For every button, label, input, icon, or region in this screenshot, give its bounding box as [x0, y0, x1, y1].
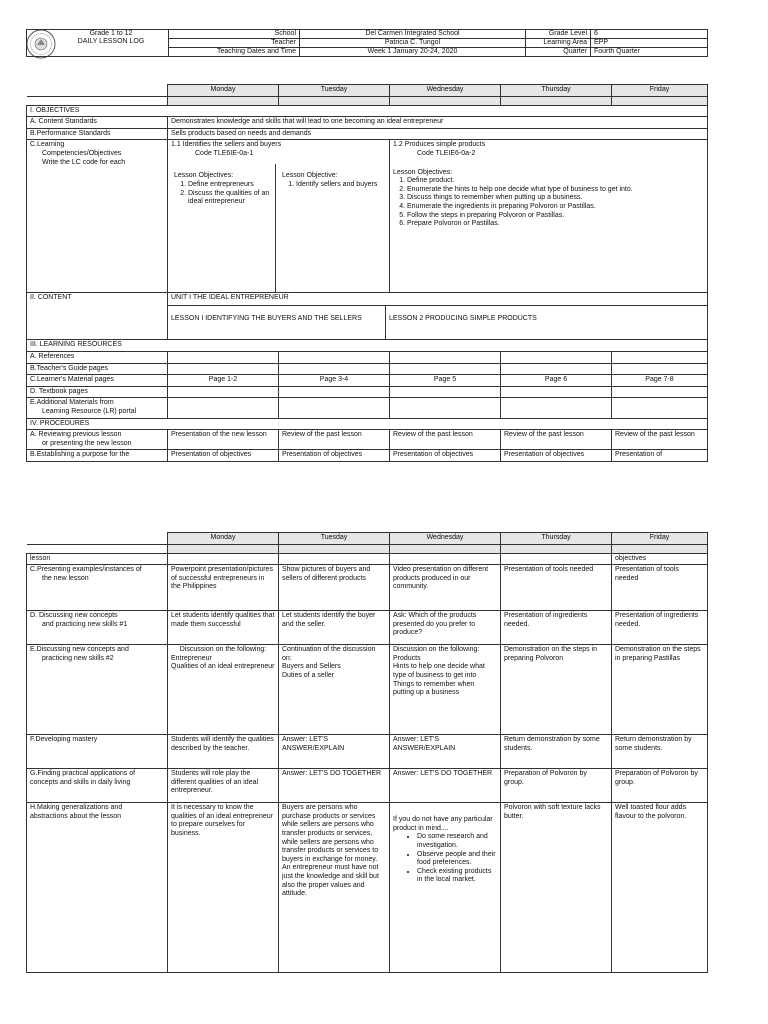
additional-materials-line: E.Additional Materials from	[30, 399, 114, 407]
mastery-monday: Students will identify the qualities described by the teacher.	[168, 735, 279, 769]
generalizations-wednesday-item: • Do some research and investigation.	[417, 833, 497, 850]
discussing-2-tuesday-line: Buyers and Sellers	[282, 663, 341, 671]
content-standards-value: Demonstrates knowledge and skills that will lead to one becoming an ideal entrepreneur	[168, 117, 708, 129]
purpose-wednesday: Presentation of objectives	[390, 450, 501, 462]
discussing-2-tuesday-line: Continuation of the discussion on:	[282, 646, 376, 662]
applications-thursday: Preparation of Polvoron by group.	[501, 769, 612, 803]
generalizations-thursday: Polvoron with soft texture lacks butter.	[501, 803, 612, 973]
review-tuesday: Review of the past lesson	[279, 430, 390, 450]
discussing-2-wednesday-line: Things to remember when putting up a business	[393, 680, 475, 697]
wednesday-objective-item: 4. Enumerate the ingredients in preparing Polvoron or Pastillas.	[407, 203, 704, 212]
lc-label-line: Competencies/Objectives	[42, 149, 122, 157]
learners-material-label: C.Learner's Material pages	[27, 375, 168, 387]
discussing-2-wednesday	[390, 645, 501, 735]
additional-materials-line: Learning Resource (LR) portal	[42, 407, 137, 415]
lm-pages-thursday: Page 6	[501, 375, 612, 387]
day-header-friday: Friday	[612, 533, 708, 545]
wednesday-objective-item: 6. Prepare Polvoron or Pastillas.	[407, 220, 704, 229]
applications-monday: Students will role play the different qualities of an ideal entrepreneur.	[168, 769, 279, 803]
discussing-2-wednesday-line: Hints to help one decide what type of business to get into	[393, 663, 485, 679]
purpose-label: B.Establishing a purpose for the	[27, 450, 168, 462]
discussing-1-monday: Let students identify qualities that made them successful	[168, 611, 279, 645]
performance-standards-value: Sells products based on needs and demands	[168, 128, 708, 140]
tuesday-objectives-heading: Lesson Objective:	[282, 172, 338, 180]
day-header-wednesday: Wednesday	[390, 533, 501, 545]
monday-objective-item: 2. Discuss the qualities of an ideal entrepreneur	[188, 190, 272, 207]
learning-resources-heading: III. LEARNING RESOURCES	[27, 340, 708, 352]
day-header-thursday: Thursday	[501, 533, 612, 545]
area-value: EPP	[591, 39, 708, 48]
grade-label: Grade Level	[526, 30, 591, 39]
generalizations-tuesday-line: An entrepreneur must have not just the knowledge and skill but also the proper values and attitude.	[282, 864, 379, 898]
presenting-examples-line: C.Presenting examples/instances of	[30, 566, 142, 574]
examples-wednesday: Video presentation on different products produced in our community.	[390, 565, 501, 611]
wednesday-objective-item: 3. Discuss things to remember when putting up a business.	[407, 194, 704, 203]
generalizations-wednesday-item: • Check existing products in the local market.	[417, 868, 497, 885]
discussing-1-tuesday: Let students identify the buyer and the seller.	[279, 611, 390, 645]
developing-mastery-label: F.Developing mastery	[27, 735, 168, 769]
lm-pages-monday: Page 1-2	[168, 375, 279, 387]
lc-label-line: Write the LC code for each	[42, 158, 126, 166]
lm-pages-tuesday: Page 3-4	[279, 375, 390, 387]
purpose-monday: Presentation of objectives	[168, 450, 279, 462]
day-header-tuesday: Tuesday	[279, 533, 390, 545]
discussing-2-wednesday-line: Discussion on the following:	[393, 646, 480, 654]
lm-pages-friday: Page 7-8	[612, 375, 708, 387]
generalizations-line: abstractions about the lesson	[30, 812, 122, 820]
mastery-friday: Return demonstration by some students.	[612, 735, 708, 769]
discussing-1-friday: Presentation of ingredients needed.	[612, 611, 708, 645]
wednesday-objective-item: 1. Define product.	[407, 177, 704, 186]
discussing-2-line: E.Discussing new concepts and	[30, 646, 129, 654]
mastery-tuesday: Answer: LET'S ANSWER/EXPLAIN	[279, 735, 390, 769]
lesson-1-title: LESSON I IDENTIFYING THE BUYERS AND THE SELLERS	[168, 306, 386, 339]
practical-applications-line: G.Finding practical applications of	[30, 770, 136, 778]
competency-1-cell	[168, 140, 390, 293]
wednesday-objectives-heading: Lesson Objectives:	[393, 168, 453, 176]
school-value: Del Carmen Integrated School	[300, 30, 526, 39]
review-thursday: Review of the past lesson	[501, 430, 612, 450]
discussing-2-tuesday-line: Duties of a seller	[282, 671, 335, 679]
lc-label-line: C.Learning	[30, 141, 65, 149]
purpose-friday: Presentation of	[612, 450, 708, 462]
lm-pages-wednesday: Page 5	[390, 375, 501, 387]
presenting-examples-line: the new lesson	[42, 574, 89, 582]
presenting-examples-label	[27, 565, 168, 611]
practical-applications-label	[27, 769, 168, 803]
wednesday-objective-item: 2. Enumerate the hints to help one decide what type of business to get into.	[407, 186, 704, 195]
purpose-label-continued: lesson	[27, 553, 168, 565]
discussing-1-wednesday: Ask: Which of the products presented do you prefer to produce?	[390, 611, 501, 645]
learning-competencies-label	[27, 140, 168, 293]
review-friday: Review of the past lesson	[612, 430, 708, 450]
discussing-2-monday	[168, 645, 279, 735]
reviewing-label	[27, 430, 168, 450]
purpose-tuesday: Presentation of objectives	[279, 450, 390, 462]
discussing-1-label	[27, 611, 168, 645]
generalizations-label	[27, 803, 168, 973]
wednesday-objectives-list	[393, 177, 704, 229]
dates-label: Teaching Dates and Time	[169, 48, 300, 57]
school-label: School	[169, 30, 300, 39]
textbook-pages-label: D. Textbook pages	[27, 386, 168, 398]
area-label: Learning Area	[526, 39, 591, 48]
applications-wednesday: Answer: LET'S DO TOGETHER	[390, 769, 501, 803]
lesson-table-2	[26, 532, 708, 973]
quarter-label: Quarter	[526, 48, 591, 57]
additional-materials-label	[27, 398, 168, 418]
monday-objectives	[168, 164, 276, 292]
review-wednesday: Review of the past lesson	[390, 430, 501, 450]
mastery-wednesday: Answer: LET'S ANSWER/EXPLAIN	[390, 735, 501, 769]
generalizations-wednesday-intro: If you do not have any particular product in mind....	[393, 816, 493, 832]
lesson-2-title: LESSON 2 PRODUCING SIMPLE PRODUCTS	[389, 315, 537, 323]
discussing-1-line: and practicing new skills #1	[42, 620, 128, 628]
day-header-wednesday: Wednesday	[390, 85, 501, 97]
day-header-thursday: Thursday	[501, 85, 612, 97]
applications-tuesday: Answer: LET'S DO TOGETHER	[279, 769, 390, 803]
discussing-2-thursday: Demonstration on the steps in preparing Polvoron	[501, 645, 612, 735]
reviewing-label-line: A. Reviewing previous lesson	[30, 431, 122, 439]
discussing-2-monday-line: Discussion on the following:	[179, 646, 267, 654]
wednesday-objective-item: 5. Follow the steps in preparing Polvoron or Pastillas.	[407, 212, 704, 221]
references-label: A. References	[27, 351, 168, 363]
discussing-2-monday-line: Qualities of an ideal entrepreneur	[171, 663, 275, 671]
grade-value: 6	[591, 30, 708, 39]
procedures-heading: IV. PROCEDURES	[27, 418, 708, 430]
lesson-table-1	[26, 84, 708, 462]
day-header-monday: Monday	[168, 533, 279, 545]
competency-2-cell	[390, 140, 708, 293]
day-header-monday: Monday	[168, 85, 279, 97]
examples-friday: Presentation of tools needed	[612, 565, 708, 611]
generalizations-wednesday	[390, 803, 501, 973]
objectives-heading: I. OBJECTIVES	[27, 105, 708, 117]
discussing-2-wednesday-line: Products	[393, 654, 421, 662]
monday-objectives-heading: Lesson Objectives:	[174, 172, 234, 180]
mastery-thursday: Return demonstration by some students.	[501, 735, 612, 769]
monday-objective-item: 1. Define entrepreneurs	[188, 181, 272, 190]
discussing-2-friday: Demonstration on the steps in preparing Pastillas	[612, 645, 708, 735]
practical-applications-line: concepts and skills in daily living	[30, 778, 131, 786]
quarter-value: Fourth Quarter	[591, 48, 708, 57]
title-line-2: DAILY LESSON LOG	[77, 38, 145, 45]
discussing-1-line: D. Discussing new concepts	[30, 612, 118, 620]
teacher-value: Patricia C. Tungol	[300, 39, 526, 48]
dates-value: Week 1 January 20-24, 2020	[300, 48, 526, 57]
tuesday-objectives	[276, 164, 389, 292]
competency-2-code: Code TLEIE6-0a-2	[417, 149, 476, 157]
generalizations-monday: It is necessary to know the qualities of an ideal entrepreneur to prepare ourselves for business.	[168, 803, 279, 973]
title-line-1: Grade 1 to 12	[89, 30, 133, 37]
teacher-label: Teacher	[169, 39, 300, 48]
unit-title: UNIT I THE IDEAL ENTREPRENEUR	[168, 293, 707, 306]
applications-friday: Preparation of Polvoron by group.	[612, 769, 708, 803]
teachers-guide-label: B.Teacher's Guide pages	[27, 363, 168, 375]
competency-1-title: 1.1 Identifies the sellers and buyers	[171, 141, 282, 149]
reviewing-label-line: or presenting the new lesson	[42, 439, 132, 447]
competency-2-title: 1.2 Produces simple products	[393, 141, 486, 149]
generalizations-friday: Well toasted flour adds flavour to the polvoron.	[612, 803, 708, 973]
discussing-2-label	[27, 645, 168, 735]
competency-1-code: Code TLE6IE-0a-1	[195, 149, 254, 157]
examples-tuesday: Show pictures of buyers and sellers of different products	[279, 565, 390, 611]
performance-standards-label: B.Performance Standards	[27, 128, 168, 140]
content-cell	[168, 293, 708, 340]
review-monday: Presentation of the new lesson	[168, 430, 279, 450]
purpose-thursday: Presentation of objectives	[501, 450, 612, 462]
day-header-tuesday: Tuesday	[279, 85, 390, 97]
generalizations-tuesday	[279, 803, 390, 973]
examples-monday: Powerpoint presentation/pictures of successful entrepreneurs in the Philippines	[168, 565, 279, 611]
discussing-1-thursday: Presentation of ingredients needed.	[501, 611, 612, 645]
log-title	[27, 30, 169, 57]
examples-thursday: Presentation of tools needed	[501, 565, 612, 611]
purpose-friday-continued: objectives	[612, 553, 708, 565]
header-table	[26, 29, 708, 57]
tuesday-objective-item: 1. Identify sellers and buyers	[296, 181, 386, 190]
discussing-2-monday-line: Entrepreneur	[171, 654, 212, 662]
generalizations-tuesday-line: Buyers are persons who purchase products or services while sellers are persons who transfer products or services, while sellers are persons who transfer products or services to buyers in exchange for money.	[282, 804, 379, 863]
generalizations-line: H.Making generalizations and	[30, 804, 123, 812]
content-label: II. CONTENT	[27, 293, 168, 340]
generalizations-wednesday-list	[393, 833, 497, 885]
day-header-friday: Friday	[612, 85, 708, 97]
content-standards-label: A. Content Standards	[27, 117, 168, 129]
discussing-2-line: practicing new skills #2	[42, 654, 114, 662]
generalizations-wednesday-item: • Observe people and their food preferences.	[417, 851, 497, 868]
discussing-2-tuesday	[279, 645, 390, 735]
